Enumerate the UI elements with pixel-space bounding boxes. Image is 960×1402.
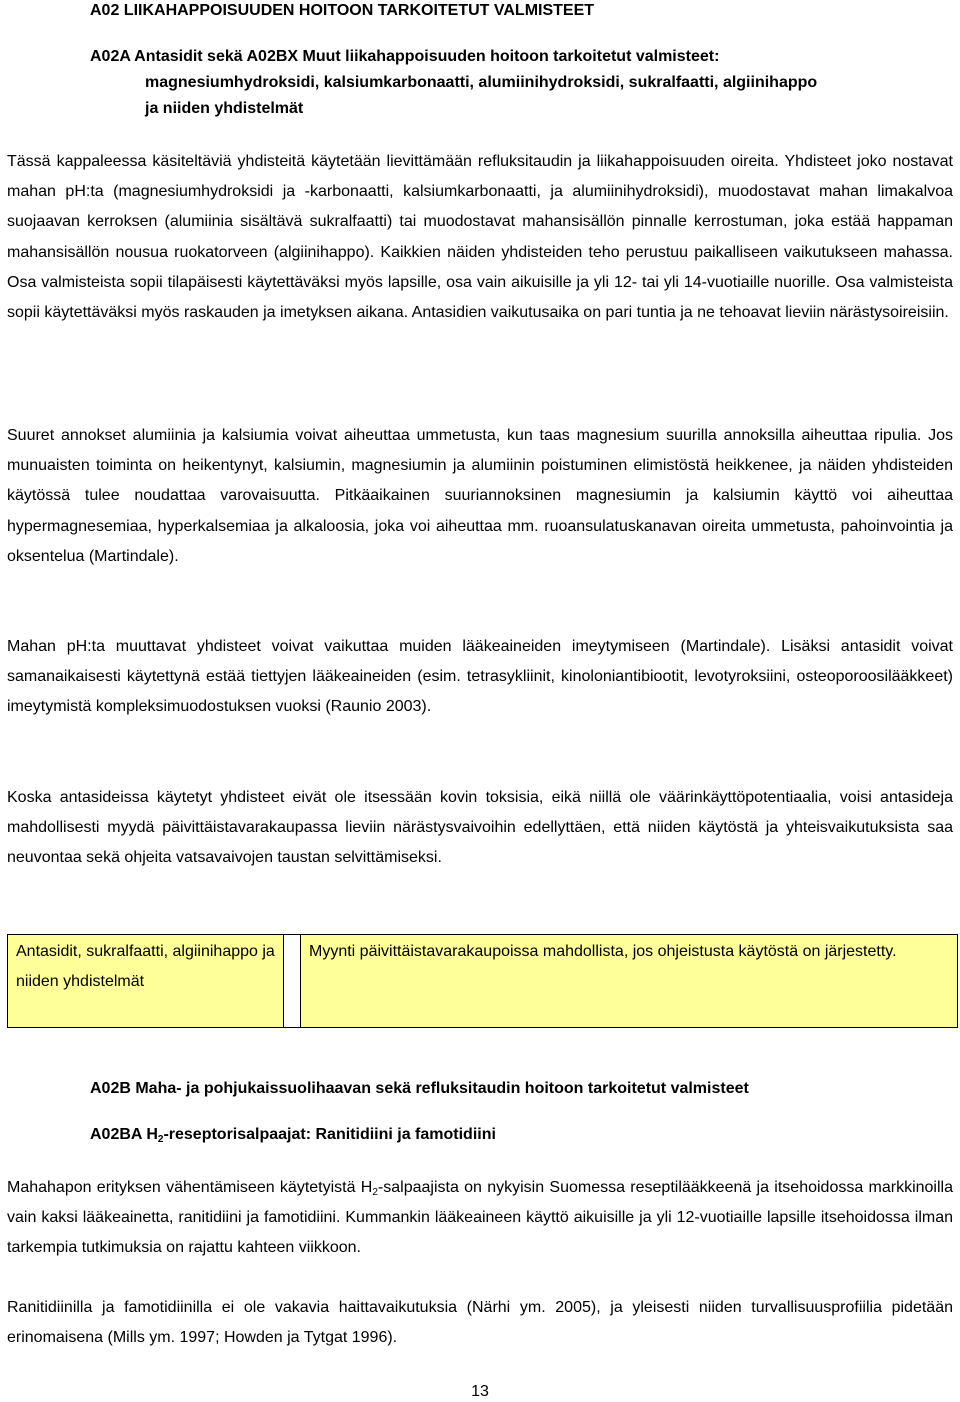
table-cell-divider [284,935,301,1027]
page-heading: A02 LIIKAHAPPOISUUDEN HOITOON TARKOITETUT VALMISTEET [90,2,595,19]
section-heading-a02ba [90,1125,496,1145]
subheading-subscript: 2 [157,1134,164,1145]
recommendation-table [7,934,958,1028]
section-heading-a02a [90,44,950,122]
table-cell-recommendation: Myynti päivittäistavarakaupoissa mahdollista, jos ohjeistusta käytöstä on järjestetty. [301,935,957,1027]
section-heading-line2: magnesiumhydroksidi, kalsiumkarbonaatti, alumiinihydroksidi, sukralfaatti, algiinihappo [145,74,818,91]
p5-subscript: 2 [372,1187,378,1198]
page-number: 13 [471,1383,489,1400]
paragraph-h2-blockers [7,1173,953,1264]
paragraph-safety-profile: Ranitidiinilla ja famotidiinilla ei ole vakavia haittavaikutuksia (Närhi ym. 2005), ja yleisesti niiden turvallisuusprofiilia pidetään erinomaisena (Mills ym. 1997; Howden ja Tytgat 1996). [7,1299,953,1347]
subheading-prefix: A02BA H [90,1126,158,1143]
paragraph-sales-rationale: Koska antasideissa käytetyt yhdisteet eivät ole itsessään kovin toksisia, eikä niillä ole väärinkäyttöpotentiaalia, voisi antasideja mahdollisesti myydä päivittäistavarakaupassa lieviin närästysvaivoihin edellyttäen, että niiden käytöstä ja yhteisvaikutuksista saa neuvontaa sekä ohjeita vatsavaivojen taustan selvittämiseksi. [7,789,953,867]
table-cell-substances: Antasidit, sukralfaatti, algiinihappo ja niiden yhdistelmät [8,935,284,1027]
paragraph-antacids-intro: Tässä kappaleessa käsiteltäviä yhdisteitä käytetään lievittämään refluksitaudin ja liikahappoisuuden oireita. Yhdisteet joko nostavat mahan pH:ta (magnesiumhydroksidi ja -karbonaatti, kalsiumkarbonaatti, ja alumiinihydroksidi), muodostavat mahan limakalvoa suojaavan kerroksen (alumiinia sisältävä sukralfaatti) tai muodostavat mahansisällön pinnalle kerrostuman, joka estää happaman mahansisällön nousua ruokatorveen (algiinihappo). Kaikkien näiden yhdisteiden teho perustuu paikalliseen vaikutukseen mahassa. Osa valmisteista sopii tilapäisesti käytettäväksi myös lapsille, osa vain aikuisille ja yli 12- tai yli 14-vuotiaille nuorille. Osa valmisteista sopii käytettäväksi myös raskauden ja imetyksen aikana. Antasidien vaikutusaika on pari tuntia ja ne tehoavat lieviin närästysoireisiin. [7,153,953,322]
p5-prefix: Mahahapon erityksen vähentämiseen käytetyistä H [7,1179,373,1196]
p5-suffix: -salpaajista on nykyisin Suomessa reseptilääkkeenä ja itsehoidossa markkinoilla vain kaksi lääkeainetta, ranitidiini ja famotidiini. Kummankin lääkeaineen käyttö aikuisille ja yli 12-vuotiaille lapsille itsehoidossa ilman tarkempia tutkimuksia on rajattu kahteen viikkoon. [7,1179,953,1257]
paragraph-interactions: Mahan pH:ta muuttavat yhdisteet voivat vaikuttaa muiden lääkeaineiden imeytymiseen (Martindale). Lisäksi antasidit voivat samanaikaisesti käytettynä estää tiettyjen lääkeaineiden (esim. tetrasykliinit, kinoloniantibiootit, levotyroksiini, osteoporoosilääkkeet) imeytymistä kompleksimuodostuksen vuoksi (Raunio 2003). [7,638,953,716]
paragraph-side-effects: Suuret annokset alumiinia ja kalsiumia voivat aiheuttaa ummetusta, kun taas magnesium suurilla annoksilla aiheuttaa ripulia. Jos munuaisten toiminta on heikentynyt, kalsiumin, magnesiumin ja alumiinin poistuminen elimistöstä heikkenee, ja näiden yhdisteiden käytössä tulee noudattaa varovaisuutta. Pitkäaikainen suuriannoksinen magnesiumin ja kalsiumin käyttö voi aiheuttaa hypermagnesemiaa, hyperkalsemiaa ja alkaloosia, joka voi aiheuttaa mm. ruoansulatuskanavan oireita ummetusta, pahoinvointia ja oksentelua (Martindale). [7,427,953,565]
section-heading-line1: A02A Antasidit sekä A02BX Muut liikahappoisuuden hoitoon tarkoitetut valmisteet: [90,48,720,65]
section-heading-line3: ja niiden yhdistelmät [145,100,304,117]
subheading-suffix: -reseptorisalpaajat: Ranitidiini ja famotidiini [163,1126,496,1143]
section-heading-a02b: A02B Maha- ja pohjukaissuolihaavan sekä refluksitaudin hoitoon tarkoitetut valmisteet [90,1080,749,1097]
